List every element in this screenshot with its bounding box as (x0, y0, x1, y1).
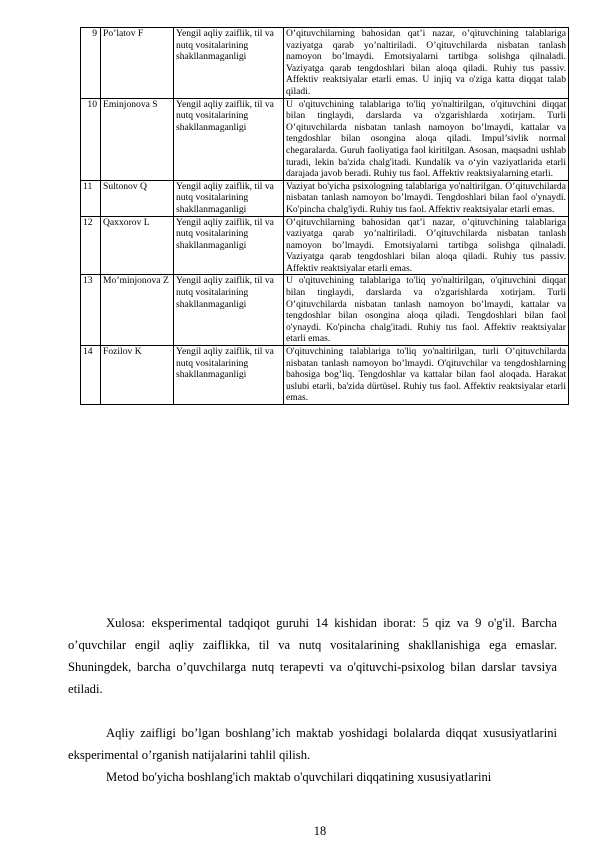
student-name: Mo’minjonova Z (101, 275, 174, 346)
row-number: 14 (81, 346, 101, 405)
student-diagnosis: Yengil aqliy zaiflik, til va nutq vositalarining shakllanmaganligi (174, 216, 284, 275)
student-name: Qaxxorov L (101, 216, 174, 275)
conclusion-text: Xulosa: eksperimental tadqiqot guruhi 14 kishidan iborat: 5 qiz va 9 o'g'il. Barcha o’quvchilar engil aqliy zaiflikka, til va nutq vositalarining shakllanishiga ega emaslar. Shuningdek, barcha o’quvchilarga nutq terapevti va o'qituvchi-psixolog bilan darslar tavsiya etiladi. (68, 616, 557, 696)
students-characteristics-table (80, 27, 569, 405)
row-number: 11 (81, 180, 101, 216)
table-row (81, 28, 569, 99)
student-description: Vaziyat bo'yicha psixologning talablariga yo'naltirilgan. O’qituvchilarda nisbatan tanlash namoyon bo’lmaydi. Tengdoshlari bilan faol o'ynaydi. Ko'pincha chalg'iydi. Ruhiy tus faol. Affektiv reaktsiyalar etarli emas. (284, 180, 569, 216)
student-description: O'qituvchining talablariga to'liq yo'naltirilgan, turli O’qituvchilarda nisbatan tanlash namoyon bo’lmaydi. O'qituvchilar va tengdoshlarning bahosiga bog’liq. Tengdoshlar va kattalar bilan faol aloqada. Harakat uslubi etarli, ba'zida dürtüsel. Ruhiy tus faol. Affektiv reaktsiyalar etarli emas. (284, 346, 569, 405)
student-description: U o'qituvchining talablariga to'liq yo'naltirilgan, o'qituvchini diqqat bilan tinglaydi, darslarda va o'zgarishlarda xotirjam. Turli O’qituvchilarda nisbatan tanlash namoyon bo’lmaydi, kattalar va tengdoshlar bilan osongina aloqa qiladi. Impul’sivlik normal chegaralarda. Guruh faoliyatiga faol kiritilgan. Asosan, maqsadni ushlab turadi, lekin ba'zida chalg'itadi. Kundalik va o‘yin vaziyatlarida etarli darajada javob beradi. Ruhiy tus faol. Affektiv reaktsiyalarning etarli. (284, 98, 569, 180)
table-row (81, 180, 569, 216)
student-diagnosis: Yengil aqliy zaiflik, til va nutq vositalarining shakllanmaganligi (174, 98, 284, 180)
page-number: 18 (313, 824, 327, 838)
student-description: O’qituvchilarning bahosidan qat’i nazar, o’qituvchining talablariga vaziyatga qarab yo’naltiriladi. O’qituvchilarda nisbatan tanlash namoyon bo’lmaydi. Emotsiyalarni tartibga solishga qilnaladi. Vaziyatga qarab tengdoshlari bilan aloqa qiladi. Ruhiy tus passiv. Affektiv reaktsiyalar etarli emas. (284, 216, 569, 275)
student-name: Fozilov K (101, 346, 174, 405)
method-paragraph (68, 766, 557, 788)
student-description: U o'qituvchining talablariga to'liq yo'naltirilgan, o'qituvchini diqqat bilan tinglaydi, darslarda va o'zgarishlarda xotirjam. Turli O’qituvchilarda nisbatan tanlash namoyon bo’lmaydi, kattalar va tengdoshlar bilan osongina aloqa qiladi. Tengdoshlari bilan faol o'ynaydi. Ko'pincha chalg'itadi. Ruhiy tus faol. Affektiv reaktsiyalar etarli emas. (284, 275, 569, 346)
analysis-text: Aqliy zaifligi bo’lgan boshlang’ich maktab yoshidagi bolalarda diqqat xususiyatlarini eksperimental o’rganish natijalarini tahlil qilish. (68, 726, 557, 762)
student-name: Eminjonova S (101, 98, 174, 180)
row-number: 9 (81, 28, 101, 99)
student-name: Po’latov F (101, 28, 174, 99)
table-row (81, 275, 569, 346)
row-number: 10 (81, 98, 101, 180)
row-number: 12 (81, 216, 101, 275)
student-diagnosis: Yengil aqliy zaiflik, til va nutq vositalarining shakllanmaganligi (174, 28, 284, 99)
conclusion-paragraph (68, 612, 557, 700)
student-diagnosis: Yengil aqliy zaiflik, til va nutq vositalarining shakllanmaganligi (174, 346, 284, 405)
row-number: 13 (81, 275, 101, 346)
analysis-paragraph (68, 722, 557, 766)
method-text: Metod bo'yicha boshlang'ich maktab o'quvchilari diqqatining xususiyatlarini (106, 770, 492, 784)
student-diagnosis: Yengil aqliy zaiflik, til va nutq vositalarining shakllanmaganligi (174, 180, 284, 216)
table-row (81, 346, 569, 405)
table-row (81, 216, 569, 275)
student-diagnosis: Yengil aqliy zaiflik, til va nutq vositalarining shakllanmaganligi (174, 275, 284, 346)
table-row (81, 98, 569, 180)
student-name: Sultonov Q (101, 180, 174, 216)
student-description: O’qituvchilarning bahosidan qat’i nazar, o’qituvchining talablariga vaziyatga qarab yo’naltiriladi. O’qituvchilarda nisbatan tanlash namoyon bo’lmaydi. Emotsiyalarni tartibga solishga qilnaladi. Vaziyatga qarab tengdoshlari bilan aloqa qiladi. Ruhiy tus passiv. Affektiv reaktsiyalar etarli emas. U injiq va o'ziga katta diqqat talab qiladi. (284, 28, 569, 99)
